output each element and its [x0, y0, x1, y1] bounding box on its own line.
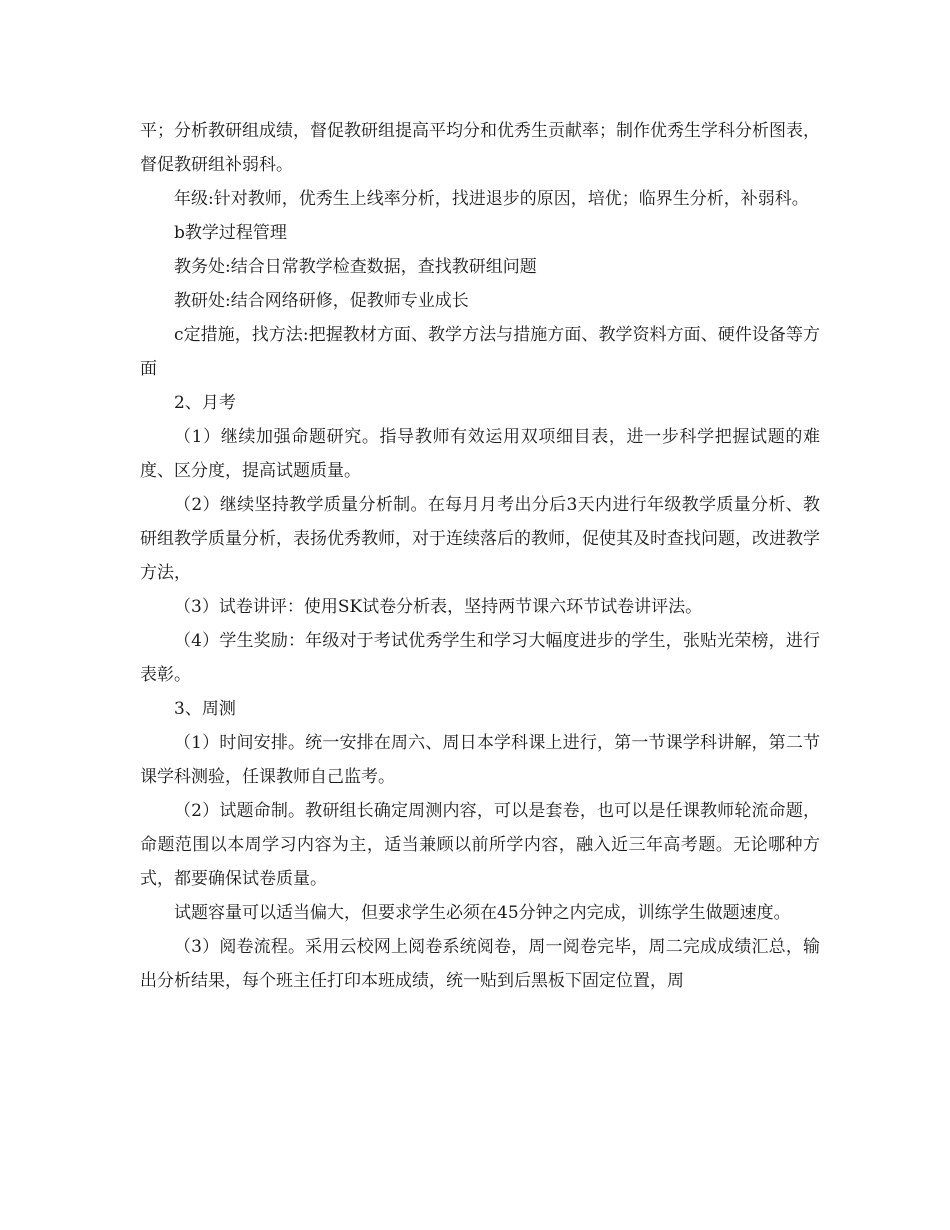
paragraph-13: （3）阅卷流程。采用云校网上阅卷系统阅卷，周一阅卷完毕，周二完成成绩汇总，输出分析结果，每个班主任打印本班成绩，统一贴到后黑板下固定位置，周: [140, 937, 820, 991]
paragraph-12: 试题容量可以适当偏大，但要求学生必须在45分钟之内完成，训练学生做题速度。: [174, 903, 791, 923]
paragraph-11: （2）试题命制。教研组长确定周测内容，可以是套卷，也可以是任课教师轮流命题，命题范围以本周学习内容为主，适当兼顾以前所学内容，融入近三年高考题。无论哪种方式，都要确保试卷质量。: [140, 801, 820, 889]
section-heading-weekly-test: 3、周测: [174, 699, 236, 719]
paragraph-6: （1）继续加强命题研究。指导教师有效运用双项细目表，进一步科学把握试题的难度、区分度，提高试题质量。: [140, 427, 820, 481]
paragraph-1: 平；分析教研组成绩，督促教研组提高平均分和优秀生贡献率；制作优秀生学科分析图表，督促教研组补弱科。: [140, 121, 820, 175]
paragraph-7: （2）继续坚持教学质量分析制。在每月月考出分后3天内进行年级教学质量分析、教研组教学质量分析，表扬优秀教师，对于连续落后的教师，促使其及时查找问题，改进教学方法，: [140, 495, 820, 583]
subheading-b: b教学过程管理: [174, 223, 287, 243]
paragraph-9: （4）学生奖励：年级对于考试优秀学生和学习大幅度进步的学生，张贴光荣榜，进行表彰。: [140, 631, 820, 685]
section-heading-monthly-exam: 2、月考: [174, 393, 236, 413]
paragraph-8: （3）试卷讲评：使用SK试卷分析表，坚持两节课六环节试卷讲评法。: [174, 597, 703, 617]
paragraph-5: c定措施，找方法:把握教材方面、教学方法与措施方面、教学资料方面、硬件设备等方面: [140, 325, 820, 379]
document-body: [140, 114, 820, 998]
paragraph-2: 年级:针对教师，优秀生上线率分析，找进退步的原因，培优；临界生分析，补弱科。: [174, 189, 809, 209]
paragraph-10: （1）时间安排。统一安排在周六、周日本学科课上进行，第一节课学科讲解，第二节课学科测验，任课教师自己监考。: [140, 733, 820, 787]
paragraph-4: 教研处:结合网络研修，促教师专业成长: [174, 291, 469, 311]
paragraph-3: 教务处:结合日常教学检查数据，查找教研组问题: [174, 257, 537, 277]
